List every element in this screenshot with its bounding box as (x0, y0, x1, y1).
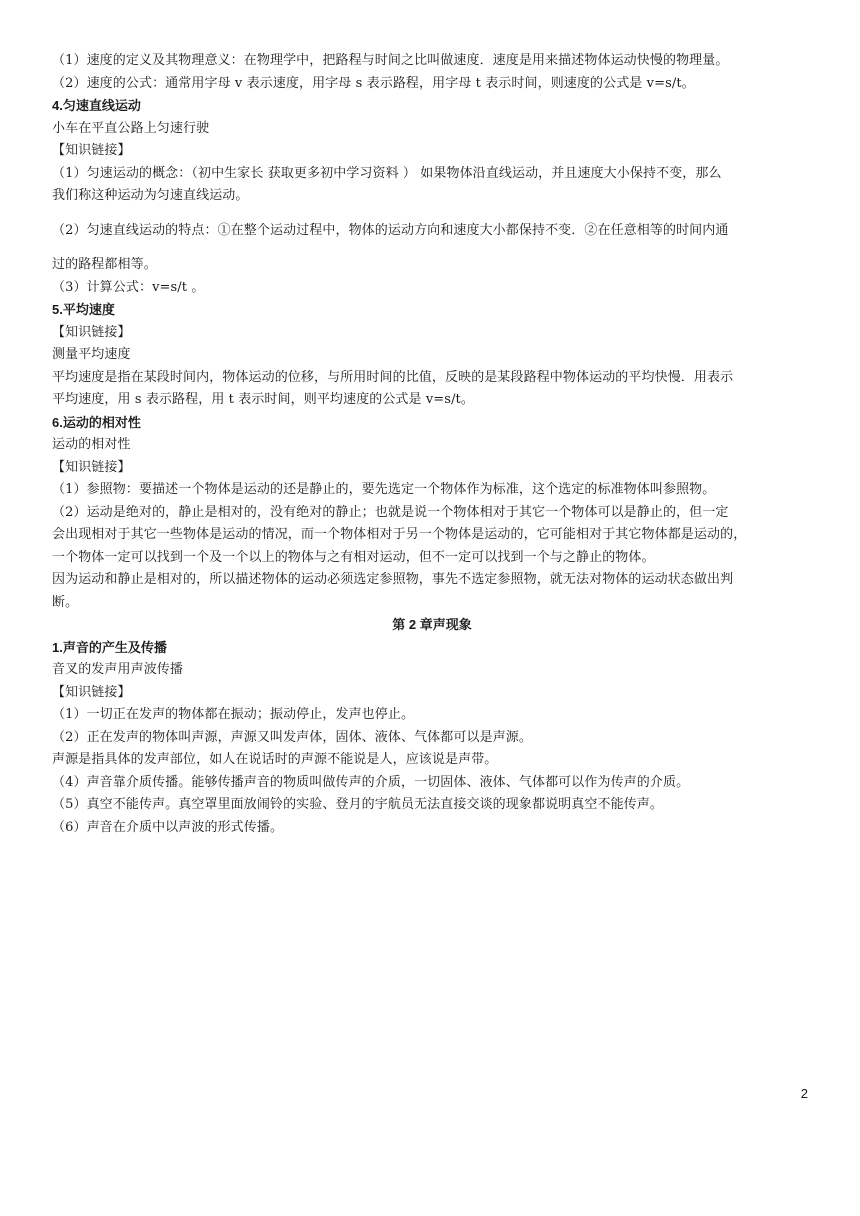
paragraph-line: 平均速度，用 s 表示路程，用 t 表示时间，则平均速度的公式是 v=s/t。 (52, 392, 474, 407)
paragraph-line: （2）运动是绝对的，静止是相对的，没有绝对的静止；也就是说一个物体相对于其它一个物体可以是静止的，但一定 (52, 504, 729, 520)
paragraph-line: （5）真空不能传声。真空罩里面放闹铃的实验、登月的宇航员无法直接交谈的现象都说明真空不能传声。 (52, 797, 663, 812)
paragraph-line: （2）正在发声的物体叫声源，声源又叫发声体，固体、液体、气体都可以是声源。 (52, 729, 532, 745)
paragraph-line: 一个物体一定可以找到一个及一个以上的物体与之有相对运动，但不一定可以找到一个与之静止的物体。 (52, 549, 655, 565)
paragraph-line: 因为运动和静止是相对的，所以描述物体的运动必须选定参照物，事先不选定参照物，就无法对物体的运动状态做出判 (52, 572, 734, 587)
paragraph-line: 我们称这种运动为匀速直线运动。 (52, 188, 249, 203)
paragraph-line: 断。 (52, 594, 79, 610)
knowledge-link-label: 【知识链接】 (52, 143, 131, 158)
section-heading: 5.平均速度 (52, 302, 115, 317)
paragraph-line: （2）速度的公式：通常用字母 v 表示速度，用字母 s 表示路程，用字母 t 表示时间，则速度的公式是 v=s/t。 (52, 75, 695, 91)
paragraph-line: 运动的相对性 (52, 437, 131, 452)
section-heading: 1.声音的产生及传播 (52, 639, 167, 655)
paragraph-line: （3）计算公式：v=s/t 。 (52, 279, 205, 295)
paragraph-line: 音叉的发声用声波传播 (52, 662, 184, 677)
section-heading: 4.匀速直线运动 (52, 98, 141, 113)
paragraph-line: 平均速度是指在某段时间内，物体运动的位移，与所用时间的比值，反映的是某段路程中物体运动的平均快慢．用表示 (52, 369, 734, 385)
paragraph-line: 过的路程都相等。 (52, 257, 157, 272)
paragraph-line: （1）一切正在发声的物体都在振动；振动停止，发声也停止。 (52, 707, 415, 722)
knowledge-link-label: 【知识链接】 (52, 459, 131, 475)
paragraph-line: （2）匀速直线运动的特点：①在整个运动过程中，物体的运动方向和速度大小都保持不变．②在任意相等的时间内通 (52, 222, 729, 238)
paragraph-line: （6）声音在介质中以声波的形式传播。 (52, 819, 284, 835)
chapter-title: 第 2 章声现象 (392, 617, 472, 632)
page-number: 2 (800, 1086, 808, 1101)
paragraph-line: （4）声音靠介质传播。能够传播声音的物质叫做传声的介质，一切固体、液体、气体都可以作为传声的介质。 (52, 774, 690, 790)
paragraph-line: （1）匀速运动的概念：（初中生家长 获取更多初中学习资料 ） 如果物体沿直线运动，并且速度大小保持不变，那么 (52, 165, 722, 181)
paragraph-line: 小车在平直公路上匀速行驶 (52, 120, 210, 136)
knowledge-link-label: 【知识链接】 (52, 684, 131, 700)
section-heading: 6.运动的相对性 (52, 414, 141, 430)
paragraph-line: 会出现相对于其它一些物体是运动的情况，而一个物体相对于另一个物体是运动的，它可能相对于其它物体都是运动的， (52, 527, 747, 542)
document-page (52, 50, 812, 839)
paragraph-line: （1）速度的定义及其物理意义：在物理学中，把路程与时间之比叫做速度．速度是用来描述物体运动快慢的物理量。 (52, 53, 729, 68)
paragraph-line: 测量平均速度 (52, 347, 131, 362)
paragraph-line: 声源是指具体的发声部位，如人在说话时的声源不能说是人，应该说是声带。 (52, 752, 498, 767)
paragraph-line: （1）参照物：要描述一个物体是运动的还是静止的，要先选定一个物体作为标准，这个选定的标准物体叫参照物。 (52, 482, 716, 497)
knowledge-link-label: 【知识链接】 (52, 324, 131, 340)
